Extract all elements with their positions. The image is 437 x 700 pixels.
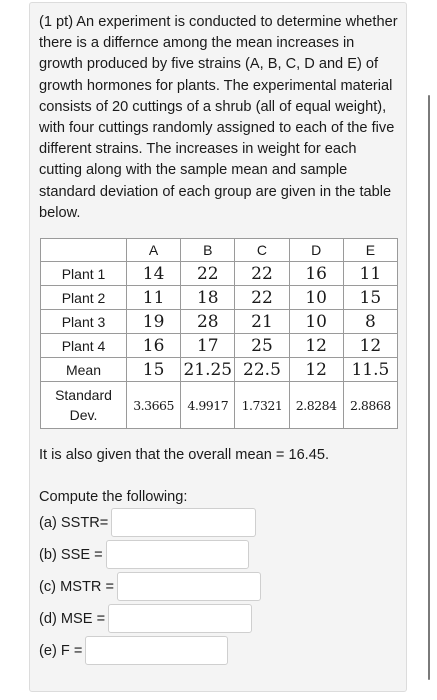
table-cell: 12: [289, 334, 343, 358]
row-label: Plant 3: [41, 310, 127, 334]
table-row: [41, 334, 398, 358]
row-label: Plant 1: [41, 262, 127, 286]
table-row: [41, 310, 398, 334]
table-row: [41, 262, 398, 286]
column-header-d: D: [289, 239, 343, 262]
table-cell: 17: [181, 334, 235, 358]
problem-statement: (1 pt) An experiment is conducted to determine whether there is a differnce among the mean increases in growth produced by five strains (A, B, C, D and E) of growth hormones for plants. The experimental material consists of 20 cuttings of a shrub (all of equal weight), with four cuttings randomly assigned to each of the five different strains. The increases in weight for each cutting along with the sample mean and sample standard deviation of each group are given in the table below.: [39, 14, 398, 221]
table-cell: 21.25: [181, 358, 235, 382]
table-cell: 22.5: [235, 358, 289, 382]
question-mse: [39, 604, 252, 633]
column-header-b: B: [181, 239, 235, 262]
table-cell: 1.7321: [235, 382, 289, 429]
table-row-std-dev: [41, 382, 398, 429]
question-f: [39, 636, 228, 665]
table-cell: 2.8868: [343, 382, 397, 429]
f-statistic-label: (e) F =: [39, 642, 83, 659]
row-label: Mean: [41, 358, 127, 382]
table-cell: 10: [289, 286, 343, 310]
mstr-label: (c) MSTR =: [39, 578, 114, 595]
row-label: Plant 2: [41, 286, 127, 310]
table-cell: 25: [235, 334, 289, 358]
table-cell: 12: [343, 334, 397, 358]
table-cell: 22: [235, 286, 289, 310]
row-label: Plant 4: [41, 334, 127, 358]
table-header-row: [41, 239, 398, 262]
f-statistic-answer-input[interactable]: [85, 636, 228, 665]
table-cell: 19: [127, 310, 181, 334]
table-cell: 16: [289, 262, 343, 286]
table-cell: 4.9917: [181, 382, 235, 429]
table-cell: 10: [289, 310, 343, 334]
table-corner-cell: [41, 239, 127, 262]
table-cell: 11: [343, 262, 397, 286]
table-cell: 11.5: [343, 358, 397, 382]
table-row-mean: [41, 358, 398, 382]
sse-label: (b) SSE =: [39, 546, 103, 563]
sstr-label: (a) SSTR=: [39, 514, 109, 531]
table-cell: 2.8284: [289, 382, 343, 429]
table-cell: 15: [127, 358, 181, 382]
compute-instruction: Compute the following:: [39, 489, 188, 505]
mse-answer-input[interactable]: [108, 604, 252, 633]
table-cell: 22: [181, 262, 235, 286]
column-header-c: C: [235, 239, 289, 262]
mse-label: (d) MSE =: [39, 610, 106, 627]
question-mstr: [39, 572, 261, 601]
table-cell: 3.3665: [127, 382, 181, 429]
table-row: [41, 286, 398, 310]
column-header-e: E: [343, 239, 397, 262]
table-cell: 11: [127, 286, 181, 310]
sstr-answer-input[interactable]: [111, 508, 256, 537]
table-cell: 15: [343, 286, 397, 310]
question-sse: [39, 540, 249, 569]
table-cell: 14: [127, 262, 181, 286]
table-cell: 21: [235, 310, 289, 334]
sse-answer-input[interactable]: [106, 540, 249, 569]
column-header-a: A: [127, 239, 181, 262]
row-label: Standard Dev.: [41, 382, 127, 429]
data-table: [40, 238, 398, 429]
scrollbar[interactable]: [428, 95, 430, 680]
table-cell: 28: [181, 310, 235, 334]
question-sstr: [39, 508, 256, 537]
table-cell: 12: [289, 358, 343, 382]
table-cell: 18: [181, 286, 235, 310]
table-cell: 22: [235, 262, 289, 286]
overall-mean-note: It is also given that the overall mean = 16.45.: [39, 447, 330, 463]
table-cell: 8: [343, 310, 397, 334]
table-cell: 16: [127, 334, 181, 358]
mstr-answer-input[interactable]: [117, 572, 261, 601]
